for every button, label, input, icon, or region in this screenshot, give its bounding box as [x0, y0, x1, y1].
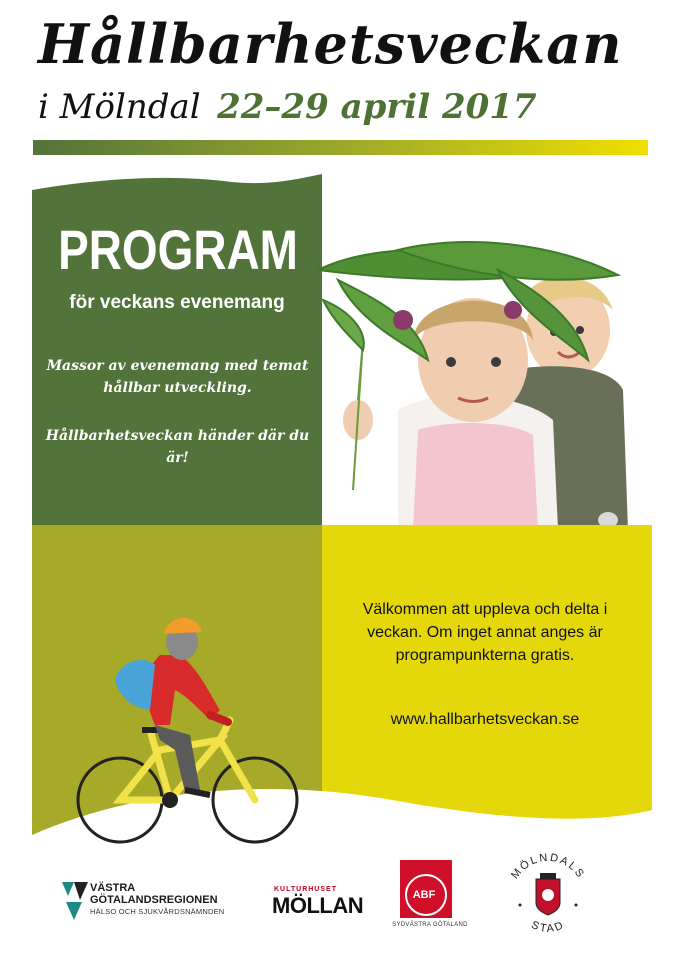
molndal-logo [498, 845, 598, 945]
program-subheading: för veckans evenemang [69, 292, 285, 313]
molndal-bottom-text: STAD [529, 918, 567, 936]
molndal-top-text: MÖLNDALS [509, 851, 587, 882]
intro-text: Massor av evenemang med temat hållbar utveckling. [46, 358, 309, 396]
cyclist-illustration [60, 600, 310, 850]
tagline-text: Hållbarhetsveckan händer där du är! [45, 428, 310, 466]
header-gradient-bar [33, 140, 648, 155]
website-link[interactable]: www.hallbarhetsveckan.se [390, 711, 580, 728]
mollan-big-text: MÖLLAN [272, 893, 364, 918]
program-heading: PROGRAM [58, 218, 298, 281]
vgr-line3: HÄLSO OCH SJUKVÅRDSNÄMNDEN [90, 907, 225, 916]
children-fern-photo [318, 240, 638, 530]
abf-logo [392, 858, 468, 934]
page-title: Hållbarhetsveckan [38, 12, 623, 76]
date-range-text: 22–29 april 2017 [217, 87, 537, 127]
title-subline [38, 84, 658, 137]
vgr-logo [60, 876, 260, 926]
abf-text: ABF [412, 889, 436, 901]
vgr-emblem-icon [60, 880, 90, 922]
mollan-logo [272, 886, 368, 920]
vgr-line2: GÖTALANDSREGIONEN [90, 894, 218, 906]
location-text: i Mölndal [38, 87, 201, 127]
welcome-text: Välkommen att uppleva och delta i veckan. Om inget annat anges är programpunkterna gratis. [362, 601, 608, 664]
abf-sub-text: SYDVÄSTRA GÖTALAND [392, 922, 468, 928]
mollan-small-text: KULTURHUSET [274, 886, 337, 893]
vgr-line1: VÄSTRA [90, 882, 136, 894]
